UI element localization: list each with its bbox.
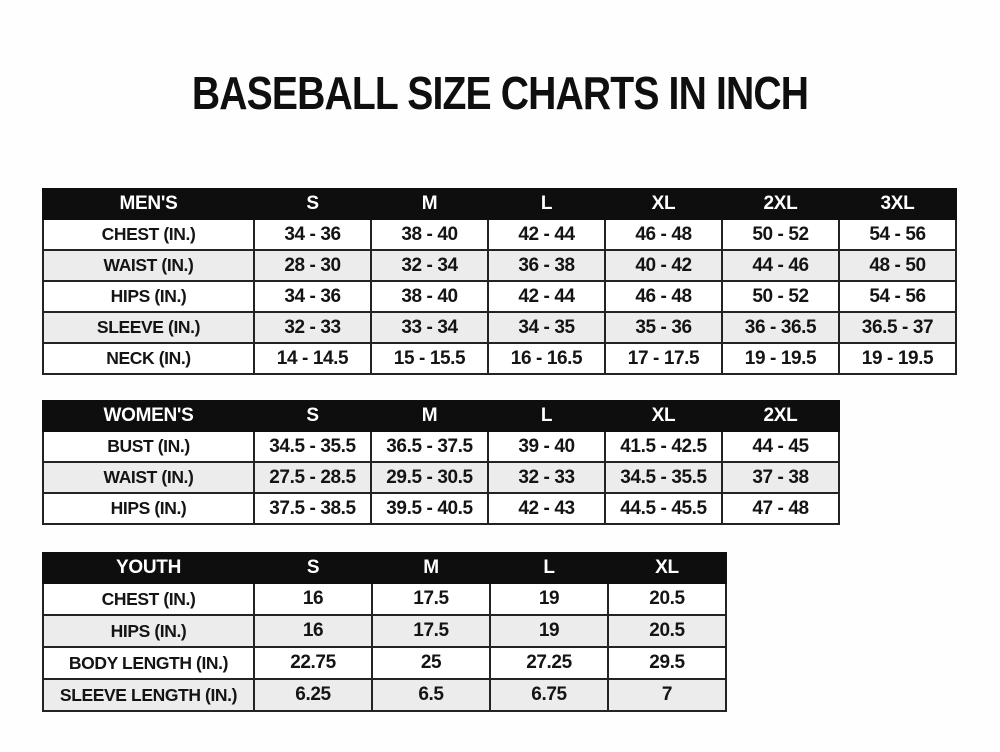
value-cell: 44 - 46 <box>722 250 839 281</box>
value-cell: 28 - 30 <box>254 250 371 281</box>
value-cell: 47 - 48 <box>722 493 839 524</box>
value-cell: 44.5 - 45.5 <box>605 493 722 524</box>
value-cell: 20.5 <box>608 583 726 615</box>
value-cell: 32 - 33 <box>488 462 605 493</box>
mens-size-table <box>42 188 957 375</box>
table-row <box>43 583 726 615</box>
row-label-cell: BODY LENGTH (IN.) <box>43 647 254 679</box>
womens-header-2xl: 2XL <box>722 401 839 431</box>
womens-header-row <box>43 401 839 431</box>
value-cell: 33 - 34 <box>371 312 488 343</box>
value-cell: 34 - 36 <box>254 281 371 312</box>
youth-header-l: L <box>490 553 608 583</box>
row-label-cell: HIPS (IN.) <box>43 493 254 524</box>
table-row <box>43 312 956 343</box>
row-label-cell: WAIST (IN.) <box>43 250 254 281</box>
value-cell: 19 - 19.5 <box>722 343 839 374</box>
womens-header-l: L <box>488 401 605 431</box>
row-label-cell: NECK (IN.) <box>43 343 254 374</box>
value-cell: 34.5 - 35.5 <box>254 431 371 462</box>
value-cell: 14 - 14.5 <box>254 343 371 374</box>
value-cell: 50 - 52 <box>722 281 839 312</box>
mens-header-2xl: 2XL <box>722 189 839 219</box>
value-cell: 17.5 <box>372 583 490 615</box>
mens-header-row <box>43 189 956 219</box>
value-cell: 19 <box>490 583 608 615</box>
value-cell: 42 - 43 <box>488 493 605 524</box>
row-label-cell: BUST (IN.) <box>43 431 254 462</box>
youth-header-row <box>43 553 726 583</box>
value-cell: 6.5 <box>372 679 490 711</box>
value-cell: 6.75 <box>490 679 608 711</box>
womens-header-label: WOMEN'S <box>43 401 254 431</box>
value-cell: 32 - 33 <box>254 312 371 343</box>
value-cell: 46 - 48 <box>605 219 722 250</box>
row-label-cell: WAIST (IN.) <box>43 462 254 493</box>
row-label-cell: SLEEVE (IN.) <box>43 312 254 343</box>
table-row <box>43 647 726 679</box>
page-title: BASEBALL SIZE CHARTS IN INCH <box>191 67 809 119</box>
table-row <box>43 250 956 281</box>
table-row <box>43 462 839 493</box>
value-cell: 19 <box>490 615 608 647</box>
womens-size-table <box>42 400 840 525</box>
value-cell: 36 - 38 <box>488 250 605 281</box>
value-cell: 16 <box>254 583 372 615</box>
row-label-cell: HIPS (IN.) <box>43 615 254 647</box>
row-label-cell: SLEEVE LENGTH (IN.) <box>43 679 254 711</box>
mens-header-3xl: 3XL <box>839 189 956 219</box>
value-cell: 20.5 <box>608 615 726 647</box>
value-cell: 36 - 36.5 <box>722 312 839 343</box>
value-cell: 37.5 - 38.5 <box>254 493 371 524</box>
value-cell: 40 - 42 <box>605 250 722 281</box>
value-cell: 16 <box>254 615 372 647</box>
youth-header-label: YOUTH <box>43 553 254 583</box>
value-cell: 54 - 56 <box>839 281 956 312</box>
value-cell: 34.5 - 35.5 <box>605 462 722 493</box>
value-cell: 50 - 52 <box>722 219 839 250</box>
womens-header-s: S <box>254 401 371 431</box>
value-cell: 27.5 - 28.5 <box>254 462 371 493</box>
table-row <box>43 431 839 462</box>
mens-header-m: M <box>371 189 488 219</box>
value-cell: 29.5 - 30.5 <box>371 462 488 493</box>
row-label-cell: CHEST (IN.) <box>43 583 254 615</box>
value-cell: 22.75 <box>254 647 372 679</box>
table-row <box>43 679 726 711</box>
table-row <box>43 281 956 312</box>
table-row <box>43 343 956 374</box>
value-cell: 35 - 36 <box>605 312 722 343</box>
value-cell: 17.5 <box>372 615 490 647</box>
value-cell: 19 - 19.5 <box>839 343 956 374</box>
value-cell: 38 - 40 <box>371 219 488 250</box>
row-label-cell: CHEST (IN.) <box>43 219 254 250</box>
table-row <box>43 219 956 250</box>
value-cell: 34 - 36 <box>254 219 371 250</box>
value-cell: 17 - 17.5 <box>605 343 722 374</box>
value-cell: 15 - 15.5 <box>371 343 488 374</box>
value-cell: 36.5 - 37.5 <box>371 431 488 462</box>
womens-header-xl: XL <box>605 401 722 431</box>
value-cell: 36.5 - 37 <box>839 312 956 343</box>
youth-header-m: M <box>372 553 490 583</box>
value-cell: 6.25 <box>254 679 372 711</box>
table-row <box>43 615 726 647</box>
value-cell: 34 - 35 <box>488 312 605 343</box>
value-cell: 46 - 48 <box>605 281 722 312</box>
value-cell: 25 <box>372 647 490 679</box>
mens-header-l: L <box>488 189 605 219</box>
womens-header-m: M <box>371 401 488 431</box>
value-cell: 54 - 56 <box>839 219 956 250</box>
value-cell: 38 - 40 <box>371 281 488 312</box>
table-row <box>43 493 839 524</box>
value-cell: 7 <box>608 679 726 711</box>
value-cell: 42 - 44 <box>488 219 605 250</box>
value-cell: 27.25 <box>490 647 608 679</box>
youth-size-table <box>42 552 727 712</box>
mens-header-s: S <box>254 189 371 219</box>
value-cell: 32 - 34 <box>371 250 488 281</box>
value-cell: 44 - 45 <box>722 431 839 462</box>
value-cell: 16 - 16.5 <box>488 343 605 374</box>
value-cell: 42 - 44 <box>488 281 605 312</box>
mens-header-xl: XL <box>605 189 722 219</box>
value-cell: 48 - 50 <box>839 250 956 281</box>
youth-header-s: S <box>254 553 372 583</box>
value-cell: 39.5 - 40.5 <box>371 493 488 524</box>
value-cell: 37 - 38 <box>722 462 839 493</box>
value-cell: 39 - 40 <box>488 431 605 462</box>
value-cell: 41.5 - 42.5 <box>605 431 722 462</box>
mens-header-label: MEN'S <box>43 189 254 219</box>
value-cell: 29.5 <box>608 647 726 679</box>
youth-header-xl: XL <box>608 553 726 583</box>
row-label-cell: HIPS (IN.) <box>43 281 254 312</box>
